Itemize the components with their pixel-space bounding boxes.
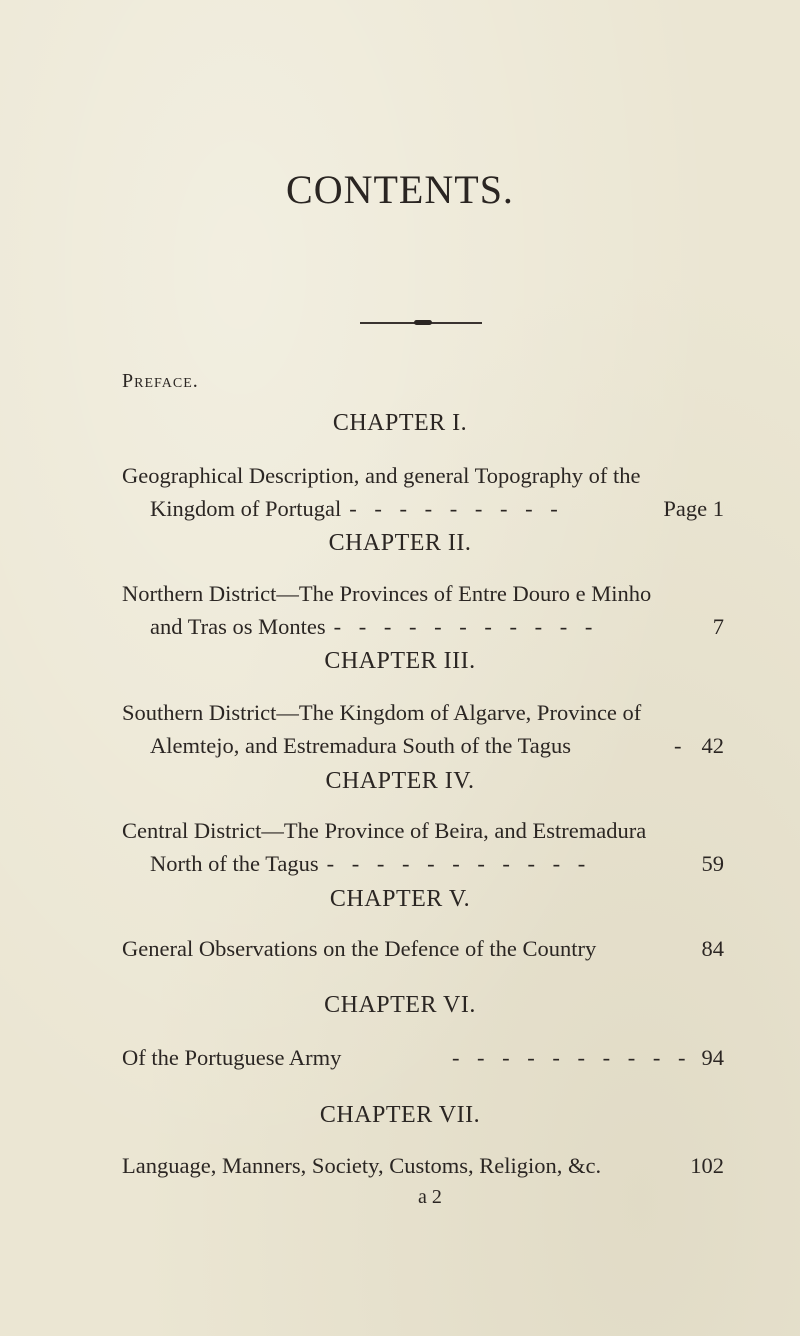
chapter-1-entry bbox=[150, 496, 724, 522]
chapter-4-title-line-2: North of the Tagus bbox=[150, 851, 319, 876]
chapter-2-page-number: 7 bbox=[712, 614, 724, 639]
chapter-4-leader: - - - - - - - - - - - bbox=[326, 851, 592, 876]
chapter-5-entry bbox=[122, 936, 724, 962]
chapter-7-entry bbox=[122, 1153, 724, 1179]
chapter-2-title-line-2: and Tras os Montes bbox=[150, 614, 326, 639]
chapter-3-heading: CHAPTER III. bbox=[324, 648, 476, 674]
chapter-7-title: Language, Manners, Society, Customs, Religion, &c. bbox=[122, 1153, 602, 1178]
chapter-4-page-number: 59 bbox=[701, 851, 724, 876]
chapter-6-leader: - - - - - - - - - - bbox=[451, 1045, 692, 1070]
chapter-3-page-number: 42 bbox=[701, 733, 724, 758]
chapter-4-heading: CHAPTER IV. bbox=[325, 768, 475, 794]
chapter-5-title: General Observations on the Defence of the Country bbox=[122, 936, 597, 961]
chapter-2-heading: CHAPTER II. bbox=[328, 530, 472, 556]
chapter-2-leader: - - - - - - - - - - - bbox=[333, 614, 599, 639]
chapter-4-entry bbox=[150, 851, 724, 877]
chapter-6-page-number: 94 bbox=[701, 1045, 724, 1070]
chapter-6-title: Of the Portuguese Army bbox=[122, 1045, 342, 1070]
preface-heading: Preface. bbox=[122, 370, 199, 392]
ornamental-rule bbox=[360, 322, 482, 324]
chapter-3-title-line-2: Alemtejo, and Estremadura South of the Tagus bbox=[150, 733, 572, 758]
chapter-1-title-line-1: Geographical Description, and general Topography of the bbox=[122, 463, 641, 488]
chapter-6-heading: CHAPTER VI. bbox=[324, 992, 476, 1018]
chapter-1-page-number: Page 1 bbox=[663, 496, 724, 521]
chapter-1-leader: - - - - - - - - - bbox=[349, 496, 564, 521]
chapter-3-title-line-1: Southern District—The Kingdom of Algarve, Province of bbox=[122, 700, 642, 725]
chapter-5-heading: CHAPTER V. bbox=[329, 886, 471, 912]
chapter-4-title-line-1: Central District—The Province of Beira, and Estremadura bbox=[122, 818, 647, 843]
page-title: CONTENTS. bbox=[286, 167, 514, 212]
chapter-2-entry bbox=[150, 614, 724, 640]
chapter-1-heading: CHAPTER I. bbox=[332, 410, 468, 436]
chapter-2-title-line-1: Northern District—The Provinces of Entre Douro e Minho bbox=[122, 581, 652, 606]
chapter-3-leader: - bbox=[674, 733, 688, 758]
chapter-6-entry bbox=[122, 1045, 724, 1071]
chapter-7-heading: CHAPTER VII. bbox=[319, 1102, 481, 1128]
chapter-5-page-number: 84 bbox=[701, 936, 724, 961]
chapter-3-entry bbox=[150, 733, 724, 759]
chapter-1-title-line-2: Kingdom of Portugal bbox=[150, 496, 342, 521]
signature-mark: a 2 bbox=[418, 1186, 442, 1208]
chapter-7-page-number: 102 bbox=[690, 1153, 724, 1178]
